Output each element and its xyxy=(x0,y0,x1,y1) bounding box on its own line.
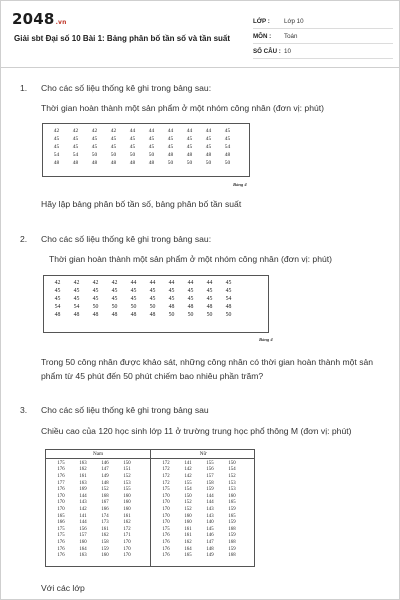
table-cell: 42 xyxy=(73,280,80,286)
table-cell: 45 xyxy=(168,288,175,294)
table-cell: 170 xyxy=(162,513,170,519)
table-cell: 48 xyxy=(168,304,175,310)
table-cell: 176 xyxy=(57,487,65,493)
table-cell: 48 xyxy=(206,304,213,310)
table-cell: 148 xyxy=(206,546,214,552)
table-row xyxy=(50,486,138,493)
table-cell: 142 xyxy=(184,473,192,479)
table-cell: 48 xyxy=(187,304,194,310)
table-cell: 44 xyxy=(129,128,136,134)
table-row xyxy=(155,552,243,559)
table-cell: 42 xyxy=(92,280,99,286)
table-cell: 50 xyxy=(168,312,175,318)
table-cell: 159 xyxy=(228,520,236,526)
table-cell: 44 xyxy=(167,128,174,134)
table-cell: 170 xyxy=(57,500,65,506)
question-prompt: Với các lớp xyxy=(41,583,85,593)
table-cell: 153 xyxy=(228,487,236,493)
table-cell: 48 xyxy=(186,152,193,158)
table-row xyxy=(50,473,138,480)
table-cell: 48 xyxy=(224,152,231,158)
table-cell: 168 xyxy=(228,539,236,545)
table-cell: 165 xyxy=(57,513,65,519)
table-cell: 45 xyxy=(224,136,231,142)
table-cell: 45 xyxy=(187,296,194,302)
table-cell: 170 xyxy=(123,539,131,545)
table-cell: 48 xyxy=(111,312,118,318)
table-cell: 48 xyxy=(72,160,79,166)
table-cell: 156 xyxy=(206,467,214,473)
table-cell: 45 xyxy=(149,296,156,302)
table-row xyxy=(50,480,138,487)
table-cell: 144 xyxy=(79,520,87,526)
table-cell: 171 xyxy=(123,533,131,539)
table-cell: 45 xyxy=(111,296,118,302)
table-cell: 45 xyxy=(149,288,156,294)
table-cell: 172 xyxy=(162,467,170,473)
table-cell: 142 xyxy=(79,506,87,512)
table-cell: 161 xyxy=(184,526,192,532)
table-cell: 50 xyxy=(167,160,174,166)
table-cell: 45 xyxy=(91,144,98,150)
table-cell: 152 xyxy=(184,500,192,506)
table-cell: 45 xyxy=(72,136,79,142)
table-cell: 148 xyxy=(101,480,109,486)
table-cell: 168 xyxy=(101,493,109,499)
table-cell: 48 xyxy=(92,312,99,318)
table-cell: 151 xyxy=(123,467,131,473)
table-row xyxy=(47,127,237,135)
table-row xyxy=(155,460,243,467)
question-number: 2. xyxy=(20,234,28,244)
table-cell: 45 xyxy=(91,136,98,142)
table-cell: 154 xyxy=(184,487,192,493)
table-cell: 48 xyxy=(110,160,117,166)
table-cell: 45 xyxy=(53,144,60,150)
table-cell: 176 xyxy=(57,546,65,552)
table-cell: 154 xyxy=(228,467,236,473)
table-cell: 50 xyxy=(91,152,98,158)
table-cell: 166 xyxy=(57,520,65,526)
table-cell: 166 xyxy=(101,506,109,512)
table-row xyxy=(155,480,243,487)
table-row xyxy=(155,493,243,500)
table-cell: 168 xyxy=(228,553,236,559)
table-cell: 174 xyxy=(101,513,109,519)
table-cell: 168 xyxy=(228,526,236,532)
table-cell: 147 xyxy=(101,467,109,473)
table-cell: 48 xyxy=(91,160,98,166)
table-cell: 45 xyxy=(53,136,60,142)
table-cell: 170 xyxy=(162,506,170,512)
table-cell: 44 xyxy=(168,280,175,286)
meta-row-class: LỚP : Lớp 10 xyxy=(253,14,393,29)
table-cell: 48 xyxy=(149,312,156,318)
question-prompt: Hãy lập bảng phân bố tần số, bảng phân bố tần suất xyxy=(41,199,242,209)
table-cell: 159 xyxy=(206,487,214,493)
table-cell: 45 xyxy=(73,296,80,302)
table-cell: 48 xyxy=(53,160,60,166)
table-row xyxy=(155,519,243,526)
table-row xyxy=(155,473,243,480)
table-row xyxy=(47,143,237,151)
table-row xyxy=(50,533,138,540)
table-cell: 170 xyxy=(162,500,170,506)
question-subtitle: Thời gian hoàn thành một sản phẩm ở một nhóm công nhân (đơn vị: phút) xyxy=(41,103,324,113)
table-cell: 176 xyxy=(162,539,170,545)
table-cell: 50 xyxy=(92,304,99,310)
table-cell: 153 xyxy=(228,480,236,486)
table-cell: 175 xyxy=(57,460,65,466)
table-cell: 45 xyxy=(73,288,80,294)
table-cell: 42 xyxy=(72,128,79,134)
table-cell: 45 xyxy=(111,288,118,294)
table-row xyxy=(155,546,243,553)
table-cell: 160 xyxy=(123,493,131,499)
table-cell: 42 xyxy=(53,128,60,134)
table-cell: 42 xyxy=(91,128,98,134)
table-cell: 165 xyxy=(184,553,192,559)
table-cell: 48 xyxy=(54,312,61,318)
question-prompt: Trong 50 công nhân được khảo sát, những công nhân có thời gian hoàn thành một sản phẩm từ 45 phút đến 50 phút chiếm bao nhiêu phần trăm? xyxy=(41,357,374,381)
table-cell: 45 xyxy=(110,144,117,150)
data-table xyxy=(48,279,238,319)
table-cell: 45 xyxy=(168,296,175,302)
table-cell: 50 xyxy=(129,152,136,158)
table-cell: 140 xyxy=(206,520,214,526)
table-row xyxy=(50,519,138,526)
table-cell: 44 xyxy=(149,280,156,286)
table-cell: 45 xyxy=(167,144,174,150)
table-cell: 45 xyxy=(187,288,194,294)
table-cell: 149 xyxy=(206,553,214,559)
table-cell: 161 xyxy=(79,473,87,479)
meta-row-subject: MÔN : Toán xyxy=(253,29,393,44)
table-cell: 50 xyxy=(148,152,155,158)
table-cell: 42 xyxy=(54,280,61,286)
table-cell: 48 xyxy=(205,152,212,158)
table-row xyxy=(47,135,237,143)
table-cell: 50 xyxy=(206,312,213,318)
table-caption: Bảng 4 xyxy=(259,337,273,342)
table-row xyxy=(50,500,138,507)
table-cell: 161 xyxy=(101,526,109,532)
female-heights-table xyxy=(155,460,243,559)
question-subtitle: Thời gian hoàn thành một sản phẩm ở một nhóm công nhân (đơn vị: phút) xyxy=(49,254,332,264)
table-cell: 162 xyxy=(79,467,87,473)
table-cell: 170 xyxy=(123,546,131,552)
table-cell: 160 xyxy=(228,493,236,499)
table-cell: 176 xyxy=(57,539,65,545)
table-cell: 150 xyxy=(123,460,131,466)
table-cell: 48 xyxy=(148,160,155,166)
table-cell: 50 xyxy=(130,304,137,310)
table-cell: 146 xyxy=(206,533,214,539)
question-text: Cho các số liệu thống kê ghi trong bảng sau xyxy=(41,405,209,415)
table-row xyxy=(50,546,138,553)
table-cell: 153 xyxy=(123,480,131,486)
table-row xyxy=(48,279,238,287)
table-cell: 163 xyxy=(79,480,87,486)
table-cell: 152 xyxy=(101,487,109,493)
meta-row-count: SỐ CÂU : 10 xyxy=(253,44,393,59)
table-row xyxy=(47,159,237,167)
table-row xyxy=(155,533,243,540)
table-row xyxy=(48,311,238,319)
table-cell: 160 xyxy=(123,500,131,506)
table-cell: 50 xyxy=(110,152,117,158)
table-cell: 45 xyxy=(225,280,232,286)
table-cell: 45 xyxy=(110,136,117,142)
table-cell: 176 xyxy=(162,553,170,559)
table-cell: 159 xyxy=(101,546,109,552)
table-cell: 161 xyxy=(123,513,131,519)
table-cell: 156 xyxy=(79,526,87,532)
table-cell: 172 xyxy=(162,473,170,479)
table-cell: 143 xyxy=(79,500,87,506)
table-cell: 50 xyxy=(111,304,118,310)
table-cell: 45 xyxy=(205,136,212,142)
table-row xyxy=(47,151,237,159)
table-cell: 158 xyxy=(206,480,214,486)
table-cell: 172 xyxy=(162,460,170,466)
table-cell: 44 xyxy=(130,280,137,286)
table-cell: 54 xyxy=(73,304,80,310)
table-cell: 175 xyxy=(162,526,170,532)
table-row xyxy=(50,506,138,513)
table-cell: 176 xyxy=(162,546,170,552)
site-logo[interactable]: 2048.vn xyxy=(12,10,67,28)
table-cell: 172 xyxy=(162,480,170,486)
header-rule xyxy=(46,458,254,459)
table-cell: 42 xyxy=(111,280,118,286)
table-cell: 50 xyxy=(224,160,231,166)
table-cell: 146 xyxy=(101,460,109,466)
table-cell: 165 xyxy=(228,500,236,506)
table-row xyxy=(50,526,138,533)
table-cell: 176 xyxy=(57,467,65,473)
table-cell: 45 xyxy=(54,296,61,302)
table-cell: 177 xyxy=(57,480,65,486)
table-cell: 45 xyxy=(186,136,193,142)
table-cell: 175 xyxy=(57,526,65,532)
table-row xyxy=(50,493,138,500)
table-cell: 159 xyxy=(228,546,236,552)
table-cell: 158 xyxy=(101,539,109,545)
table-row xyxy=(155,486,243,493)
question-number: 1. xyxy=(20,83,28,93)
table-cell: 170 xyxy=(162,493,170,499)
table-row xyxy=(155,500,243,507)
table-cell: 45 xyxy=(92,296,99,302)
table-cell: 54 xyxy=(72,152,79,158)
table-cell: 45 xyxy=(129,144,136,150)
table-cell: 144 xyxy=(206,493,214,499)
table-cell: 50 xyxy=(205,160,212,166)
table-cell: 45 xyxy=(206,288,213,294)
table-cell: 50 xyxy=(187,312,194,318)
table-cell: 164 xyxy=(184,546,192,552)
table-cell: 48 xyxy=(73,312,80,318)
meta-info xyxy=(253,14,393,59)
table-cell: 157 xyxy=(79,533,87,539)
table-cell: 48 xyxy=(167,152,174,158)
table-cell: 54 xyxy=(224,144,231,150)
table-cell: 45 xyxy=(54,288,61,294)
table-row xyxy=(50,539,138,546)
table-cell: 45 xyxy=(148,144,155,150)
table-cell: 50 xyxy=(225,312,232,318)
table-cell: 155 xyxy=(123,487,131,493)
table-cell: 141 xyxy=(79,513,87,519)
table-cell: 45 xyxy=(129,136,136,142)
page-header xyxy=(1,1,399,65)
table-row xyxy=(50,467,138,474)
table-cell: 163 xyxy=(79,553,87,559)
male-heights-table xyxy=(50,460,138,559)
table-cell: 176 xyxy=(57,473,65,479)
table-cell: 175 xyxy=(162,487,170,493)
question-text: Cho các số liệu thống kê ghi trong bảng sau: xyxy=(41,83,212,93)
table-cell: 142 xyxy=(184,467,192,473)
table-cell: 176 xyxy=(162,533,170,539)
table-cell: 162 xyxy=(184,539,192,545)
table-row xyxy=(155,526,243,533)
data-table xyxy=(47,127,237,167)
table-cell: 45 xyxy=(167,136,174,142)
table-cell: 160 xyxy=(184,520,192,526)
table-cell: 44 xyxy=(205,128,212,134)
table-cell: 45 xyxy=(186,144,193,150)
table-cell: 150 xyxy=(228,460,236,466)
male-column-header: Nam xyxy=(92,451,104,457)
table-cell: 143 xyxy=(206,506,214,512)
table-cell: 45 xyxy=(206,296,213,302)
female-column-header: Nữ xyxy=(199,451,207,457)
table-cell: 176 xyxy=(57,553,65,559)
table-row xyxy=(155,513,243,520)
question-text: Cho các số liệu thống kê ghi trong bảng sau: xyxy=(41,234,212,244)
table-cell: 152 xyxy=(123,473,131,479)
table-cell: 144 xyxy=(206,500,214,506)
table-cell: 143 xyxy=(206,513,214,519)
table-cell: 155 xyxy=(184,480,192,486)
table-cell: 45 xyxy=(72,144,79,150)
table-cell: 170 xyxy=(57,493,65,499)
table-row xyxy=(155,506,243,513)
table-cell: 170 xyxy=(123,553,131,559)
table-cell: 141 xyxy=(184,460,192,466)
table-row xyxy=(50,513,138,520)
header-divider xyxy=(1,67,399,68)
table-row xyxy=(155,467,243,474)
table-cell: 145 xyxy=(206,526,214,532)
table-cell: 167 xyxy=(101,500,109,506)
height-table-frame xyxy=(45,449,255,567)
table-cell: 160 xyxy=(123,506,131,512)
question-subtitle: Chiều cao của 120 học sinh lớp 11 ở trường trung học phổ thông M (đơn vị: phút) xyxy=(41,426,352,436)
table-cell: 159 xyxy=(228,506,236,512)
table-cell: 163 xyxy=(79,460,87,466)
table-cell: 162 xyxy=(123,520,131,526)
table-row xyxy=(48,287,238,295)
table-cell: 48 xyxy=(130,312,137,318)
table-cell: 54 xyxy=(53,152,60,158)
table-cell: 170 xyxy=(57,506,65,512)
table-cell: 172 xyxy=(123,526,131,532)
question-number: 3. xyxy=(20,405,28,415)
table-cell: 164 xyxy=(79,546,87,552)
table-cell: 161 xyxy=(184,533,192,539)
table-cell: 170 xyxy=(162,520,170,526)
table-cell: 45 xyxy=(92,288,99,294)
table-cell: 50 xyxy=(149,304,156,310)
table-cell: 169 xyxy=(79,487,87,493)
document-title: Giải sbt Đại số 10 Bài 1: Bảng phân bố tần số và tần suất xyxy=(14,34,231,43)
table-cell: 152 xyxy=(184,506,192,512)
table-cell: 173 xyxy=(101,520,109,526)
table-cell: 45 xyxy=(224,128,231,134)
table-cell: 160 xyxy=(101,553,109,559)
table-cell: 44 xyxy=(206,280,213,286)
table-cell: 45 xyxy=(148,136,155,142)
table-cell: 44 xyxy=(186,128,193,134)
table-cell: 165 xyxy=(228,513,236,519)
table-cell: 45 xyxy=(130,288,137,294)
table-cell: 54 xyxy=(54,304,61,310)
table-cell: 160 xyxy=(79,539,87,545)
table-cell: 45 xyxy=(205,144,212,150)
table-cell: 42 xyxy=(110,128,117,134)
table-cell: 159 xyxy=(228,533,236,539)
table-cell: 155 xyxy=(206,460,214,466)
table-cell: 147 xyxy=(206,539,214,545)
table-cell: 44 xyxy=(148,128,155,134)
table-cell: 157 xyxy=(206,473,214,479)
table-caption: Bảng 4 xyxy=(233,182,247,187)
table-cell: 44 xyxy=(187,280,194,286)
table-row xyxy=(48,295,238,303)
table-cell: 48 xyxy=(129,160,136,166)
table-cell: 149 xyxy=(101,473,109,479)
table-row xyxy=(48,303,238,311)
table-cell: 175 xyxy=(57,533,65,539)
column-divider xyxy=(150,450,151,566)
table-cell: 45 xyxy=(130,296,137,302)
table-cell: 152 xyxy=(228,473,236,479)
table-cell: 160 xyxy=(184,513,192,519)
table-cell: 144 xyxy=(79,493,87,499)
table-cell: 48 xyxy=(225,304,232,310)
table-row xyxy=(50,460,138,467)
table-row xyxy=(155,539,243,546)
table-cell: 150 xyxy=(184,493,192,499)
table-cell: 45 xyxy=(225,288,232,294)
table-cell: 162 xyxy=(101,533,109,539)
table-cell: 54 xyxy=(225,296,232,302)
table-cell: 50 xyxy=(186,160,193,166)
table-row xyxy=(50,552,138,559)
